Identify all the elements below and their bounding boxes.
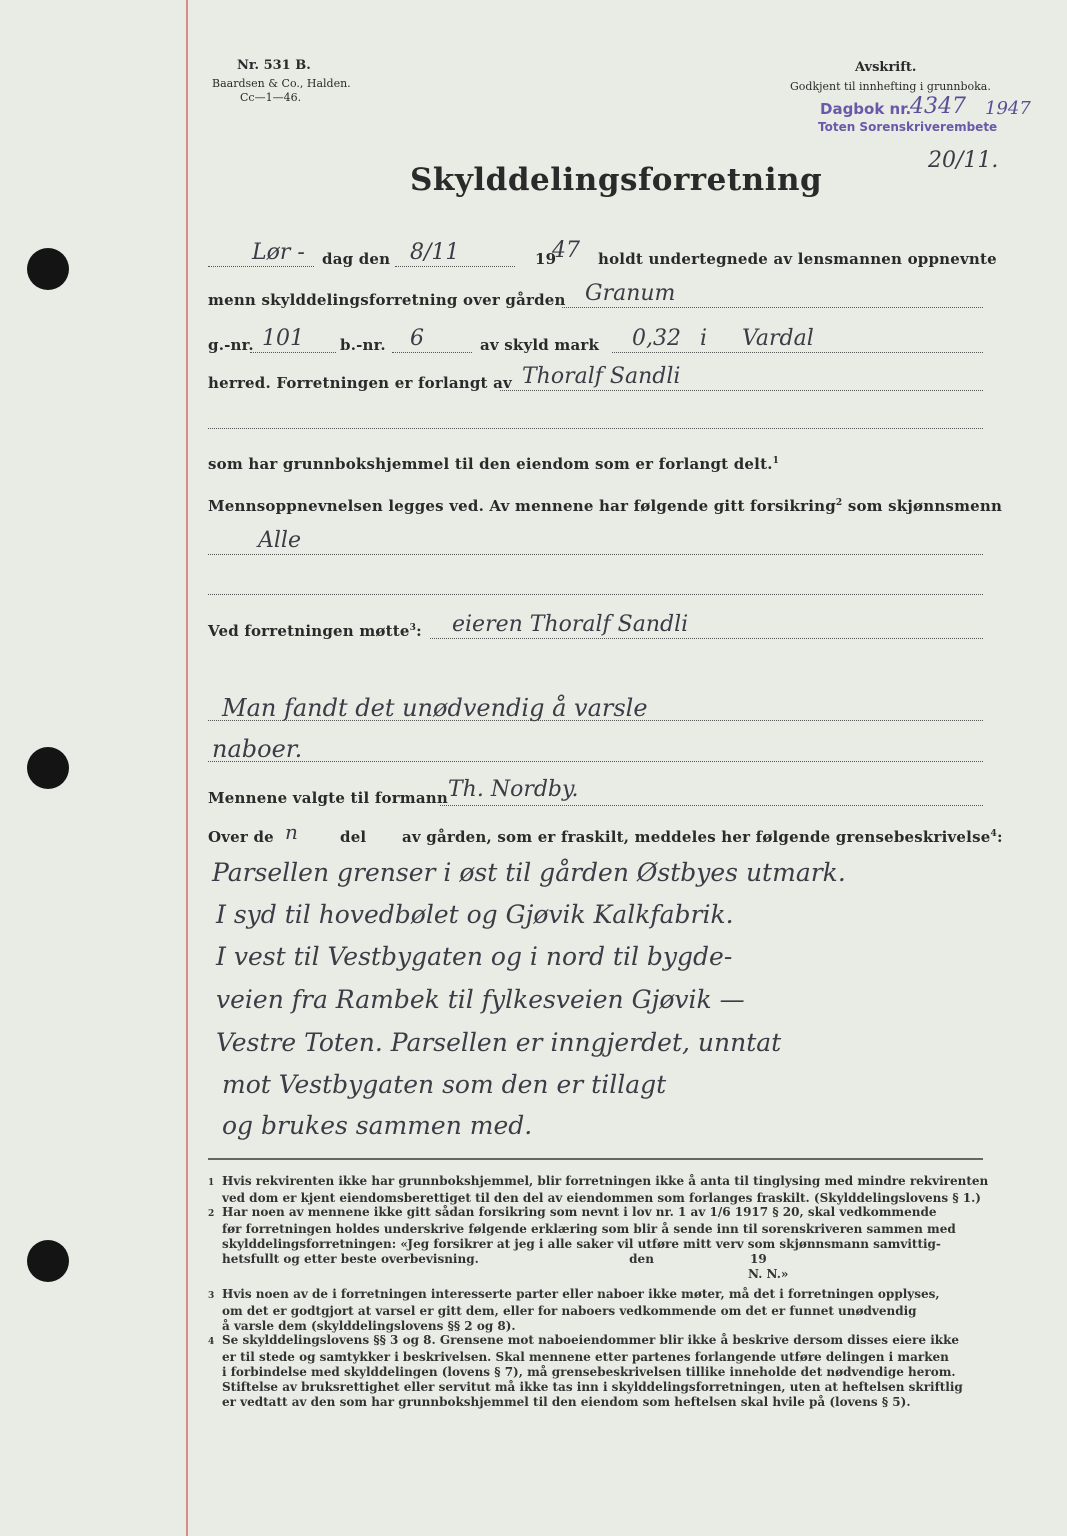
footnote-4-line-4: Stiftelse av bruksrettighet eller servitut må ikke tas inn i skylddelingsforretningen, uten at heftelsen skriftlig	[222, 1380, 963, 1394]
bnr-value: 6	[410, 326, 424, 351]
row7-label-a: Mennsoppnevnelsen legges ved. Av mennene har følgende gitt forsikring	[208, 497, 836, 515]
attendees-value: eieren Thoralf Sandli	[452, 612, 689, 637]
dotted-line	[562, 307, 983, 308]
footnote-1-line-2: ved dom er kjent eiendomsberettiget til den del av eiendommen som forlanges fraskilt. (Skylddelingslovens § 1.)	[222, 1191, 981, 1205]
gnr-label: g.-nr.	[208, 336, 254, 354]
fraction-value: n	[285, 820, 298, 844]
dotted-line	[250, 352, 336, 353]
stamp-date: 20/11.	[928, 148, 999, 173]
weekday-value: Lør -	[252, 240, 305, 265]
punch-hole-middle	[27, 747, 69, 789]
footnote-ref-2: 2	[835, 498, 843, 508]
row9-colon: :	[416, 622, 422, 640]
notice-line-1: Man fandt det unødvendig å varsle	[222, 694, 648, 722]
footnote-2-num: 2	[208, 1209, 215, 1219]
footnote-4-line-1: Se skylddelingslovens §§ 3 og 8. Grensene mot naboeiendommer blir ikke å beskrive dersom disses eiere ikke	[222, 1333, 960, 1347]
farm-name: Granum	[585, 281, 676, 306]
form-number: Nr. 531 B.	[237, 58, 311, 73]
footnote-1-num: 1	[208, 1178, 215, 1188]
chairman-value: Th. Nordby.	[448, 777, 579, 802]
footnote-3-line-2: om det er godtgjort at varsel er gitt dem, eller for naboers vedkommende om det er funnet unødvendig	[222, 1304, 917, 1318]
dotted-line	[208, 594, 983, 595]
notice-line-2: naboer.	[212, 735, 303, 763]
footnote-3-line-3: å varsle dem (skylddelingslovens §§ 2 og 8).	[222, 1319, 516, 1333]
gnr-value: 101	[262, 326, 304, 351]
print-code: Cc—1—46.	[240, 91, 302, 104]
row13-label: av gården, som er fraskilt, meddeles her følgende grensebeskrivelse	[402, 828, 991, 846]
row9-text	[208, 622, 422, 640]
stamp-year: 1947	[985, 98, 1031, 119]
stamp-office: Toten Sorenskriverembete	[818, 120, 998, 134]
footnote-3	[208, 1287, 940, 1334]
year-value: 47	[552, 238, 580, 263]
date-value: 8/11	[410, 240, 460, 265]
chairman-label: Mennene valgte til formann	[208, 789, 448, 807]
boundary-line-7: og brukes sammen med.	[222, 1111, 533, 1140]
punch-hole-bottom	[27, 1240, 69, 1282]
dotted-line	[395, 266, 515, 267]
row6-text	[208, 455, 779, 473]
footnote-1	[208, 1174, 988, 1206]
footnote-ref-1: 1	[772, 456, 780, 466]
dotted-line	[500, 390, 983, 391]
row4-text: herred. Forretningen er forlangt av	[208, 374, 512, 392]
bnr-label: b.-nr.	[340, 336, 386, 354]
punch-hole-top	[27, 248, 69, 290]
footnote-4-num: 4	[208, 1337, 215, 1347]
approved-text: Godkjent til innhefting i grunnboka.	[790, 80, 991, 93]
footnote-2-line-1: Har noen av mennene ikke gitt sådan forsikring som nevnt i lov nr. 1 av 1/6 1917 § 20, skal vedkommende	[222, 1205, 937, 1219]
boundary-line-6: mot Vestbygaten som den er tillagt	[222, 1070, 667, 1099]
dotted-line	[208, 266, 314, 267]
footnote-2-line-3: skylddelingsforretningen: «Jeg forsikrer at jeg i alle saker vil utføre mitt verv som skjønnsmann samvittig-	[222, 1237, 941, 1251]
footnote-4-line-5: er vedtatt av den som har grunnbokshjemmel til den eiendom som heftelsen skal hvile på (lovens § 5).	[222, 1395, 911, 1409]
footnote-1-line-1: Hvis rekvirenten ikke har grunnbokshjemmel, blir forretningen ikke å anta til tinglysing med mindre rekvirenten	[222, 1174, 989, 1188]
footnote-2-line-4: hetsfullt og etter beste overbevisning. den 19	[222, 1252, 767, 1266]
row13-text	[402, 828, 1003, 846]
requester-value: Thoralf Sandli	[522, 364, 681, 389]
dotted-line	[440, 805, 983, 806]
margin-line	[186, 0, 188, 1536]
footnote-4	[208, 1333, 963, 1410]
footnote-ref-3: 3	[409, 623, 417, 633]
row1-text: holdt undertegnede av lensmannen oppnevnte	[598, 250, 997, 268]
footnote-4-line-2: er til stede og samtykker i beskrivelsen. Skal mennene etter partenes forlangende utføre delingen i marken	[222, 1350, 949, 1364]
footnote-separator	[208, 1158, 983, 1160]
del-label: del	[340, 828, 367, 846]
boundary-line-5: Vestre Toten. Parsellen er inngjerdet, unntat	[216, 1028, 782, 1057]
stamp-number: 4347	[910, 94, 966, 119]
footnote-3-line-1: Hvis noen av de i forretningen interesserte parter eller naboer ikke møter, må det i forretningen opplyses,	[222, 1287, 940, 1301]
skyld-label: av skyld mark	[480, 336, 600, 354]
dotted-line	[612, 352, 983, 353]
skyld-value: 0,32	[632, 326, 681, 351]
row9-label: Ved forretningen møtte	[208, 622, 410, 640]
row7-label-b: som skjønnsmenn	[847, 497, 1003, 515]
year-prefix: 19	[535, 250, 557, 268]
dotted-line	[208, 428, 983, 429]
footnote-3-num: 3	[208, 1291, 215, 1301]
footnote-2	[208, 1205, 956, 1282]
row13-colon: :	[996, 828, 1003, 846]
dotted-line	[208, 554, 983, 555]
i-label: i	[700, 326, 708, 351]
boundary-line-3: I vest til Vestbygaten og i nord til bygde-	[216, 942, 733, 971]
boundary-line-4: veien fra Rambek til fylkesveien Gjøvik —	[216, 985, 745, 1014]
stamp-dagbok-label: Dagbok nr.	[820, 100, 912, 118]
publisher: Baardsen & Co., Halden.	[212, 77, 351, 90]
boundary-line-2: I syd til hovedbølet og Gjøvik Kalkfabrik.	[216, 900, 734, 929]
document-title: Skylddelingsforretning	[410, 162, 823, 198]
avskrift-label: Avskrift.	[855, 60, 917, 75]
place-value: Vardal	[742, 326, 814, 351]
footnote-4-line-3: i forbindelse med skylddelingen (lovens § 7), må grensebeskrivelsen tillike inneholde det nødvendige herom.	[222, 1365, 956, 1379]
dag-den-label: dag den	[322, 250, 391, 268]
footnote-2-signature: N. N.»	[748, 1267, 789, 1281]
over-de-label: Over de	[208, 828, 274, 846]
dotted-line	[392, 352, 472, 353]
dotted-line	[208, 761, 983, 762]
dotted-line	[430, 638, 983, 639]
assurance-value: Alle	[258, 528, 301, 553]
footnote-ref-4: 4	[990, 829, 997, 839]
boundary-line-1: Parsellen grenser i øst til gården Østbyes utmark.	[212, 858, 846, 887]
row2-text: menn skylddelingsforretning over gården	[208, 291, 566, 309]
row7-text	[208, 497, 1002, 515]
footnote-2-line-2: før forretningen holdes underskrive følgende erklæring som blir å sende inn til sorenskriveren sammen med	[222, 1222, 956, 1236]
dotted-line	[208, 720, 983, 721]
row6-label: som har grunnbokshjemmel til den eiendom som er forlangt delt.	[208, 455, 773, 473]
